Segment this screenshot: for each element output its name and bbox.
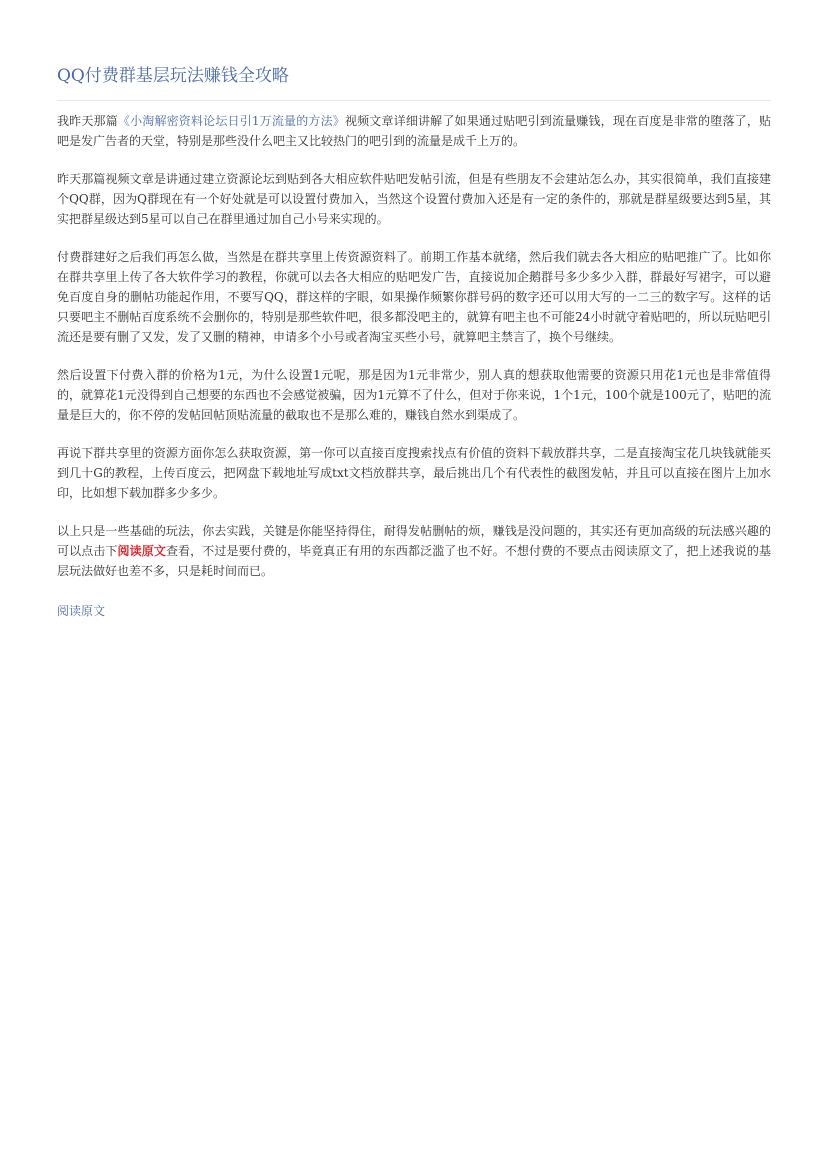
article-reference-link[interactable]: 《小淘解密资料论坛日引1万流量的方法》 — [117, 114, 345, 128]
article — [57, 62, 771, 621]
paragraph-6-text-before: 以上只是一些基础的玩法，你去实践，关键是你能坚持得住，耐得发帖删帖的烦，赚钱是没问题的，其实还有更加高级的玩法感兴趣的可以点击下 — [57, 524, 771, 558]
paragraph-6 — [57, 521, 771, 581]
paragraph-1-text-after: 视频文章详细讲解了如果通过贴吧引到流量赚钱，现在百度是非常的堕落了，贴吧是发广告者的天堂，特别是那些没什么吧主又比较热门的吧引到的流量是成千上万的。 — [57, 114, 771, 148]
read-original-link[interactable]: 阅读原文 — [57, 604, 106, 618]
paragraph-2: 昨天那篇视频文章是讲通过建立资源论坛到贴到各大相应软件贴吧发帖引流，但是有些朋友不会建站怎么办，其实很简单，我们直接建个QQ群，因为Q群现在有一个好处就是可以设置付费加入，当然这个设置付费加入还是有一定的条件的，那就是群星级要达到5星，其实把群星级达到5星可以自己在群里通过加自己小号来实现的。 — [57, 172, 771, 226]
article-title: QQ付费群基层玩法赚钱全攻略 — [57, 62, 771, 101]
inline-read-original-link[interactable]: 阅读原文 — [117, 544, 166, 558]
paragraph-1 — [57, 111, 771, 151]
paragraph-3: 付费群建好之后我们再怎么做，当然是在群共享里上传资源资料了。前期工作基本就绪，然后我们就去各大相应的贴吧推广了。比如你在群共享里上传了各大软件学习的教程，你就可以去各大相应的贴吧发广告，直接说加企鹅群号多少多少入群，群最好写裙字，可以避免百度自身的删帖功能起作用，不要写QQ，群这样的字眼，如果操作频繁你群号码的数字还可以用大写的一二三的数字写。这样的话只要吧主不删帖百度系统不会删你的，特别是那些软件吧，很多都没吧主的，就算有吧主也不可能24小时就守着贴吧的，所以玩贴吧引流还是要有删了又发，发了又删的精神，申请多个小号或者淘宝买些小号，就算吧主禁言了，换个号继续。 — [57, 250, 771, 344]
paragraph-5: 再说下群共享里的资源方面你怎么获取资源，第一你可以直接百度搜索找点有价值的资料下载放群共享，二是直接淘宝花几块钱就能买到几十G的教程，上传百度云，把网盘下载地址写成txt文档放群共享，最后挑出几个有代表性的截图发帖，并且可以直接在图片上加水印，比如想下载加群多少多少。 — [57, 446, 771, 500]
article-content — [57, 111, 771, 581]
paragraph-4: 然后设置下付费入群的价格为1元，为什么设置1元呢，那是因为1元非常少，别人真的想获取他需要的资源只用花1元也是非常值得的，就算花1元没得到自己想要的东西也不会感觉被骗，因为1元算不了什么，但对于你来说，1个1元，100个就是100元了，贴吧的流量是巨大的，你不停的发帖回帖顶贴流量的截取也不是那么难的，赚钱自然水到渠成了。 — [57, 368, 771, 422]
paragraph-1-text-before: 我昨天那篇 — [57, 114, 118, 128]
paragraph-6-text-after: 查看，不过是要付费的，毕竟真正有用的东西都泛滥了也不好。不想付费的不要点击阅读原文了，把上述我说的基层玩法做好也差不多，只是耗时间而已。 — [57, 544, 771, 578]
